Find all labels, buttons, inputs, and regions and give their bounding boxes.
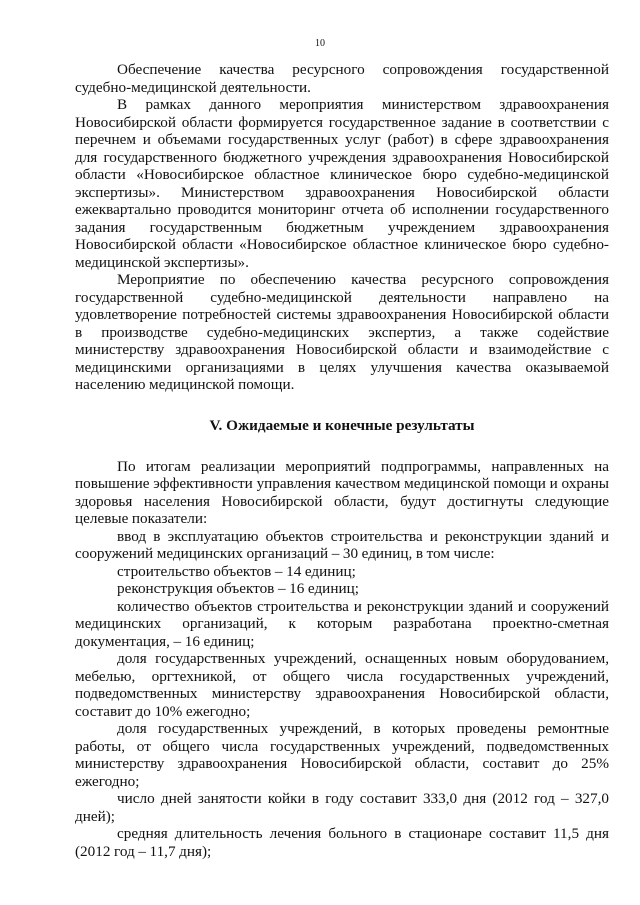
paragraph-results-intro: По итогам реализации мероприятий подпрограммы, направленных на повышение эффективности управления качеством медицинской помощи и охраны здоровья населения Новосибирской области, будут достигнуты следующие целевые показатели: [75,457,609,527]
list-item-construction: строительство объектов – 14 единиц; [117,562,356,580]
paragraph-state-assignment: В рамках данного мероприятия министерством здравоохранения Новосибирской области формируется государственное задание в соответствии с перечнем и объемами государственных услуг (работ) в сфере здравоохранения для государственного бюджетного учреждения здравоохранения Новосибирской области «Новосибирское областное клиническое бюро судебно-медицинской экспертизы». Министерством здравоохранения Новосибирской области ежеквартально проводится мониторинг отчета об исполнении государственного задания государственным бюджетным учреждением здравоохранения Новосибирской области «Новосибирское областное клиническое бюро судебно-медицинской экспертизы». [75,96,609,271]
paragraph-measure-purpose: Мероприятие по обеспечению качества ресурсного сопровождения государственной судебно-медицинской деятельности направлено на удовлетворение потребностей системы здравоохранения Новосибирской области в производстве судебно-медицинских экспертиз, а также содействие министерству здравоохранения Новосибирской области и взаимодействие с медицинскими организациями в целях улучшения качества оказываемой населению медицинской помощи. [75,271,609,393]
section-heading-expected-results: V. Ожидаемые и конечные результаты [209,416,475,434]
document-body [75,61,609,860]
list-item-equipment-share: доля государственных учреждений, оснащенных новым оборудованием, мебелью, оргтехникой, от общего числа государственных учреждений, подведомственных министерству здравоохранения Новосибирской области, составит до 10% ежегодно; [75,650,609,720]
list-item-commissioning: ввод в эксплуатацию объектов строительства и реконструкции зданий и сооружений медицинских организаций – 30 единиц, в том числе: [75,527,609,562]
list-item-repair-share: доля государственных учреждений, в которых проведены ремонтные работы, от общего числа государственных учреждений, подведомственных министерству здравоохранения Новосибирской области, составит до 25% ежегодно; [75,720,609,790]
list-item-design-documentation: количество объектов строительства и реконструкции зданий и сооружений медицинских организаций, к которым разработана проектно-сметная документация, – 16 единиц; [75,597,609,650]
page-number: 10 [315,38,325,49]
paragraph-resource-support: Обеспечение качества ресурсного сопровождения государственной судебно-медицинской деятельности. [75,61,609,96]
list-item-reconstruction: реконструкция объектов – 16 единиц; [117,580,359,597]
list-item-treatment-duration: средняя длительность лечения больного в стационаре составит 11,5 дня (2012 год – 11,7 дня); [75,825,609,860]
list-item-bed-occupancy: число дней занятости койки в году составит 333,0 дня (2012 год – 327,0 дней); [75,790,609,825]
